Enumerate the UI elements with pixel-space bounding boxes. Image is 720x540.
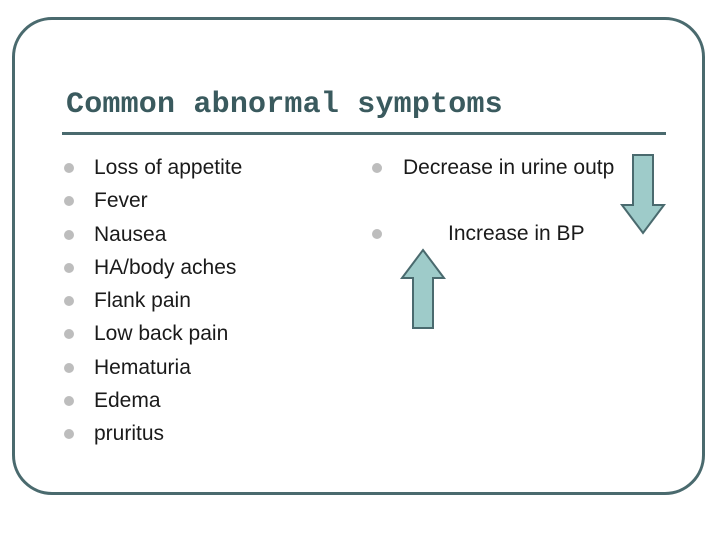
bullet-icon <box>372 163 382 173</box>
bullet-icon <box>64 363 74 373</box>
down-arrow-icon <box>620 153 666 235</box>
right-item-urine-output: Decrease in urine outp <box>372 153 636 183</box>
bullet-icon <box>64 163 74 173</box>
bullet-icon <box>372 229 382 239</box>
up-arrow-icon <box>400 248 446 330</box>
slide-title: Common abnormal symptoms <box>66 88 503 122</box>
bullet-icon <box>64 263 74 273</box>
bullet-icon <box>64 230 74 240</box>
right-item-blood-pressure: Increase in BP <box>372 219 672 249</box>
title-underline <box>62 132 666 135</box>
